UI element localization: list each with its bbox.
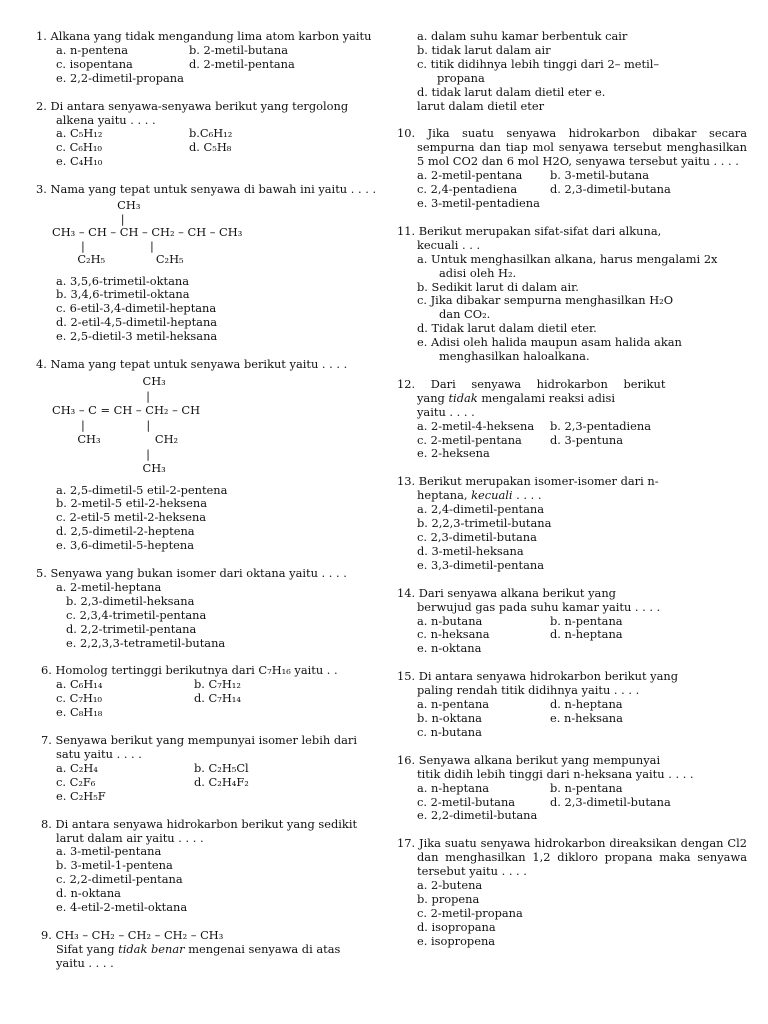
option-b: b. tidak larut dalam air [417,42,551,57]
option-a: a. 2-metil-4-heksena [417,418,535,433]
right-column [397,30,747,963]
option-b: b. C₇H₁₂ [194,677,241,692]
options [397,782,747,824]
option-c: c. 2-metil-propana [417,905,523,920]
structural-formula: CH₃ | CH₃ – CH – CH – CH₂ – CH – CH₃ | | C₂H₅ C₂H₅ [52,198,243,267]
structural-formula: CH₃ | CH₃ – C = CH – CH₂ – CH | | CH₃ CH₂ | CH₃ [52,374,201,475]
question-stem: 17. Jika suatu senyawa hidrokarbon direaksikan dengan Cl2 dan menghasilkan 1,2 dikloro propana maka senyawa tersebut yaitu . . . . [397,836,747,879]
question-10 [397,127,747,210]
question-stem-cont [397,392,747,406]
question-5 [36,567,380,650]
option-d: d. n-heptana [550,627,623,642]
option-c: c. 2,3-dimetil-butana [417,530,537,544]
option-e: e. Adisi oleh halida maupun asam halida akan [417,335,682,350]
question-stem-cont: kecuali . . . [417,237,481,252]
option-a: a. n-pentana [417,697,490,712]
option-c: c. C₂F₆ [56,774,96,789]
stem-emphasis: kecuali [471,488,513,503]
question-4 [36,358,380,553]
option-c: c. isopentana [56,56,133,71]
option-d: d. 3-metil-heksana [417,543,524,558]
options [397,420,747,462]
option-e: e. C₂H₅F [56,788,106,803]
question-11 [397,225,747,364]
option-c: c. 2-metil-pentana [417,432,522,447]
option-a: a. C₆H₁₄ [56,677,103,692]
option-c: c. 2,2-dimetil-pentana [56,872,183,887]
question-stem: 14. Dari senyawa alkana berikut yang [397,585,616,600]
question-stem-cont: berwujud gas pada suhu kamar yaitu . . . . [417,599,661,614]
option-a: a. 2-butena [417,878,483,893]
question-stem: 5. Senyawa yang bukan isomer dari oktana yaitu . . . . [36,566,347,581]
question-stem-cont [36,943,380,957]
question-stem-cont: yaitu . . . . [417,404,475,419]
option-b: b. 3-metil-butana [550,168,650,183]
stem-text: . . . . [512,488,542,503]
question-9-options [397,30,747,113]
option-b: b. 3,4,6-trimetil-oktana [56,287,190,302]
option-c-cont: dan CO₂. [439,307,491,322]
question-2 [36,100,380,170]
option-e: e. C₄H₁₀ [56,154,103,169]
question-7 [36,734,380,804]
option-a: a. C₂H₄ [56,760,98,775]
question-stem: 2. Di antara senyawa-senyawa berikut yang tergolong [36,98,349,113]
question-stem-cont: satu yaitu . . . . [56,747,142,761]
option-d: d. isopropana [417,919,496,934]
option-c: c. 2,4-pentadiena [417,182,518,197]
option-b: b. C₂H₅Cl [194,760,249,775]
option-b: b. n-pentana [550,613,623,628]
option-b: b. propena [417,891,480,906]
question-13 [397,475,747,572]
question-stem: 15. Di antara senyawa hidrokarbon berikut yang [397,669,679,684]
option-e: e. n-oktana [417,641,482,656]
option-c: c. titik didihnya lebih tinggi dari 2– metil– [417,56,660,71]
option-d: d. 2-etil-4,5-dimetil-heptana [56,315,218,330]
options [36,127,380,169]
question-stem: 7. Senyawa berikut yang mempunyai isomer lebih dari [41,733,357,748]
option-a: a. n-butana [417,613,483,628]
option-d: d. C₂H₄F₂ [194,774,249,789]
question-17 [397,837,747,948]
question-stem: 4. Nama yang tepat untuk senyawa berikut yaitu . . . . [36,357,348,372]
question-6 [36,664,380,720]
option-d: d. Tidak larut dalam dietil eter. [417,321,597,336]
question-stem-cont: alkena yaitu . . . . [56,112,156,127]
option-b: b. 3-metil-1-pentena [56,858,173,873]
question-stem-cont: paling rendah titik didihnya yaitu . . . . [417,683,640,698]
question-stem: 13. Berikut merupakan isomer-isomer dari n- [397,474,659,489]
option-e: e. 2,2-dimetil-butana [417,808,538,823]
option-c: c. 6-etil-3,4-dimetil-heptana [56,301,217,316]
question-stem: 1. Alkana yang tidak mengandung lima atom karbon yaitu [36,29,372,43]
question-stem: 12. Dari senyawa hidrokarbon berikut [397,376,666,391]
option-b: b. 2-metil-butana [189,42,289,57]
option-e: e. 2-heksena [417,446,490,461]
option-b: b. 2,3-pentadiena [550,418,652,433]
option-a: a. n-pentena [56,42,129,57]
option-d: d. 3-pentuna [550,432,624,447]
option-a: a. 2-metil-heptana [56,579,162,594]
option-a: a. C₅H₁₂ [56,126,103,141]
question-9 [36,929,380,971]
options [36,678,380,720]
option-e: e. 2,2,3,3-tetrametil-butana [66,635,226,650]
options [397,698,747,740]
question-16 [397,754,747,824]
option-d: d. 2,3-dimetil-butana [550,182,671,197]
option-e: e. isopropena [417,933,496,948]
option-e: e. 2,2-dimetil-propana [56,70,184,85]
option-c: c. n-heksana [417,627,490,642]
option-c: c. n-butana [417,724,482,739]
option-c: c. 2,3,4-trimetil-pentana [66,607,207,622]
option-c: c. 2-etil-5 metil-2-heksena [56,510,207,525]
options [36,762,380,804]
question-12 [397,378,747,461]
option-a: a. 3-metil-pentana [56,844,162,859]
option-b: b.C₆H₁₂ [189,126,233,141]
option-e: larut dalam dietil eter [417,98,545,113]
option-b: b. n-oktana [417,710,482,725]
option-a-cont: adisi oleh H₂. [439,265,517,280]
question-stem-cont [397,489,747,503]
stem-text: heptana, [417,488,472,503]
option-e: e. C₈H₁₈ [56,705,103,720]
stem-text: mengenai senyawa di atas [184,941,341,956]
stem-text: Sifat yang [56,941,119,956]
option-d: d. tidak larut dalam dietil eter e. [417,84,606,99]
option-e: e. n-heksana [550,710,623,725]
options [397,169,747,211]
option-b: b. Sedikit larut di dalam air. [417,279,579,294]
option-a: a. Untuk menghasilkan alkana, harus mengalami 2x [417,251,718,266]
option-a: a. dalam suhu kamar berbentuk cair [417,29,628,43]
options [36,44,380,86]
option-c: c. C₆H₁₀ [56,140,102,155]
option-d: d. 2-metil-pentana [189,56,295,71]
question-stem: 10. Jika suatu senyawa hidrokarbon dibakar secara sempurna dan tiap mol senyawa tersebut menghasilkan 5 mol CO2 dan 6 mol H2O, senyawa tersebut yaitu . . . . [397,126,747,169]
question-stem-cont: yaitu . . . . [56,955,114,970]
option-e-cont: menghasilkan haloalkana. [439,349,590,364]
left-column [36,30,380,985]
stem-emphasis: tidak benar [118,941,185,956]
option-e: e. 4-etil-2-metil-oktana [56,900,188,915]
option-d: d. n-heptana [550,697,623,712]
question-3 [36,183,380,344]
option-b: b. 2-metil-5 etil-2-heksena [56,496,207,511]
option-c: c. Jika dibakar sempurna menghasilkan H₂O [417,293,674,308]
option-c-cont: propana [437,70,485,85]
question-stem-cont: titik didih lebih tinggi dari n-heksana yaitu . . . . [417,766,694,781]
question-stem: 9. CH₃ – CH₂ – CH₂ – CH₂ – CH₃ [41,927,224,942]
stem-text: mengalami reaksi adisi [477,390,615,405]
stem-text: yang [417,390,449,405]
option-d: d. 2,5-dimetil-2-heptena [56,524,195,539]
option-c: c. C₇H₁₀ [56,691,102,706]
option-a: a. 2,5-dimetil-5 etil-2-pentena [56,482,228,497]
options [397,615,747,657]
question-stem: 3. Nama yang tepat untuk senyawa di bawah ini yaitu . . . . [36,182,377,197]
option-e: e. 3,6-dimetil-5-heptena [56,538,195,553]
option-e: e. 3-metil-pentadiena [417,195,540,210]
option-d: d. C₅H₈ [189,140,232,155]
option-e: e. 3,3-dimetil-pentana [417,557,544,572]
option-e: e. 2,5-dietil-3 metil-heksana [56,329,218,344]
question-8 [36,818,380,915]
option-d: d. n-oktana [56,886,121,901]
option-a: a. 3,5,6-trimetil-oktana [56,273,190,288]
option-b: b. n-pentana [550,780,623,795]
option-d: d. 2,3-dimetil-butana [550,794,671,809]
option-d: d. 2,2-trimetil-pentana [66,621,197,636]
option-c: c. 2-metil-butana [417,794,516,809]
question-stem: 11. Berikut merupakan sifat-sifat dari alkuna, [397,223,662,238]
option-a: a. 2,4-dimetil-pentana [417,502,545,517]
question-stem-cont: larut dalam air yaitu . . . . [56,830,204,845]
question-stem: 6. Homolog tertinggi berikutnya dari C₇H₁₆ yaitu . . [41,663,338,678]
option-b: b. 2,2,3-trimetil-butana [417,516,552,531]
option-a: a. n-heptana [417,780,490,795]
question-14 [397,587,747,657]
question-stem: 16. Senyawa alkana berikut yang mempunyai [397,752,661,767]
option-a: a. 2-metil-pentana [417,168,523,183]
option-d: d. C₇H₁₄ [194,691,241,706]
stem-emphasis: tidak [448,390,478,405]
question-1 [36,30,380,86]
question-15 [397,670,747,740]
option-b: b. 2,3-dimetil-heksana [66,593,195,608]
question-stem: 8. Di antara senyawa hidrokarbon berikut yang sedikit [41,816,358,831]
